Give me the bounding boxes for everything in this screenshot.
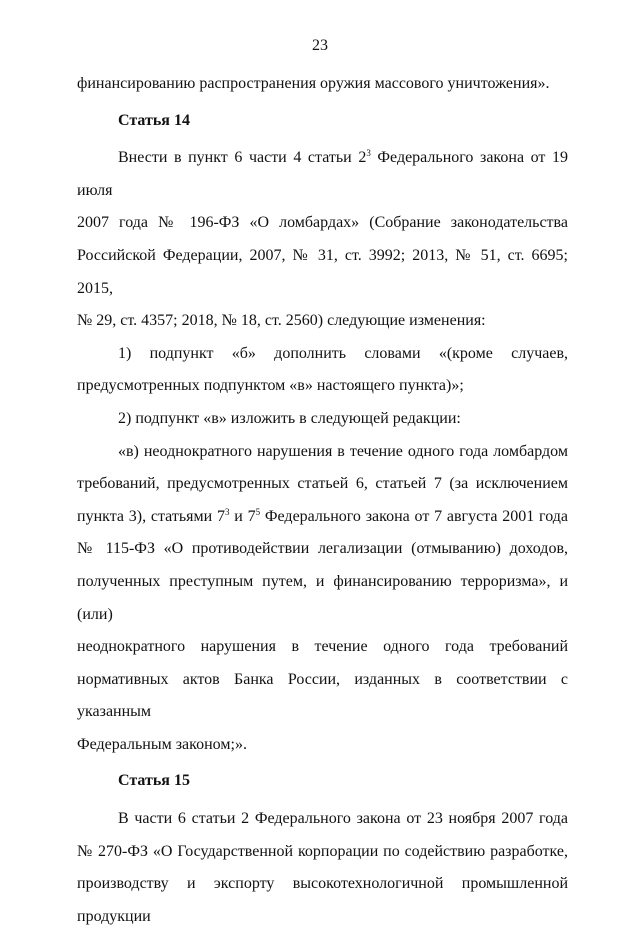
- text-line: «в) неоднократного нарушения в течение одного года ломбардом: [118, 442, 568, 460]
- superscript: 3: [224, 506, 230, 517]
- text-line: Внести в пункт 6 части 4 статьи $2^3$ Федерального закона от 19 июля: [77, 148, 568, 199]
- text-line: В части 6 статьи 2 Федерального закона от 23 ноября 2007 года: [118, 810, 568, 828]
- text-line: 2007 года № 196-ФЗ «О ломбардах» (Собрание законодательства: [77, 214, 568, 232]
- text-line: неоднократного нарушения в течение одного года требований: [77, 638, 568, 656]
- item-1-paragraph: [77, 338, 568, 403]
- text-line: Федеральным законом;».: [77, 735, 247, 753]
- article-14-heading: Статья 14: [118, 111, 190, 129]
- continued-line: финансированию распространения оружия массового уничтожения».: [77, 75, 550, 92]
- article-15-heading: Статья 15: [118, 772, 190, 790]
- item-2-paragraph: 2) подпункт «в» изложить в следующей редакции:: [118, 409, 461, 427]
- text-line: № 29, ст. 4357; 2018, № 18, ст. 2560) следующие изменения:: [77, 312, 486, 330]
- text-line: нормативных актов Банка России, изданных в соответствии с указанным: [77, 670, 568, 721]
- quoted-amendment: [77, 436, 568, 762]
- page-number: 23: [312, 37, 328, 54]
- text-line: предусмотренных подпунктом «в» настоящего пункта)»;: [77, 377, 464, 395]
- article-14-intro-paragraph: [77, 142, 568, 338]
- text-line: 1) подпункт «б» дополнить словами «(кроме случаев,: [118, 344, 568, 362]
- superscript: 5: [255, 506, 261, 517]
- text-line: требований, предусмотренных статьей 6, статьей 7 (за исключением: [77, 475, 568, 493]
- superscript: 3: [366, 148, 371, 159]
- text-line: пункта 3), статьями $7^3$ и $7^5$ Федерального закона от 7 августа 2001 года: [77, 506, 569, 525]
- text-line: Российской Федерации, 2007, № 31, ст. 3992; 2013, № 51, ст. 6695; 2015,: [77, 246, 568, 297]
- article-15-paragraph: [77, 803, 568, 933]
- text-line: производству и экспорту высокотехнологичной промышленной продукции: [77, 875, 568, 925]
- text-line: полученных преступным путем, и финансированию терроризма», и (или): [77, 572, 568, 623]
- document-body: [77, 68, 568, 933]
- text-line: № 115-ФЗ «О противодействии легализации (отмыванию) доходов,: [77, 540, 568, 558]
- text-line: № 270-ФЗ «О Государственной корпорации по содействию разработке,: [77, 842, 568, 860]
